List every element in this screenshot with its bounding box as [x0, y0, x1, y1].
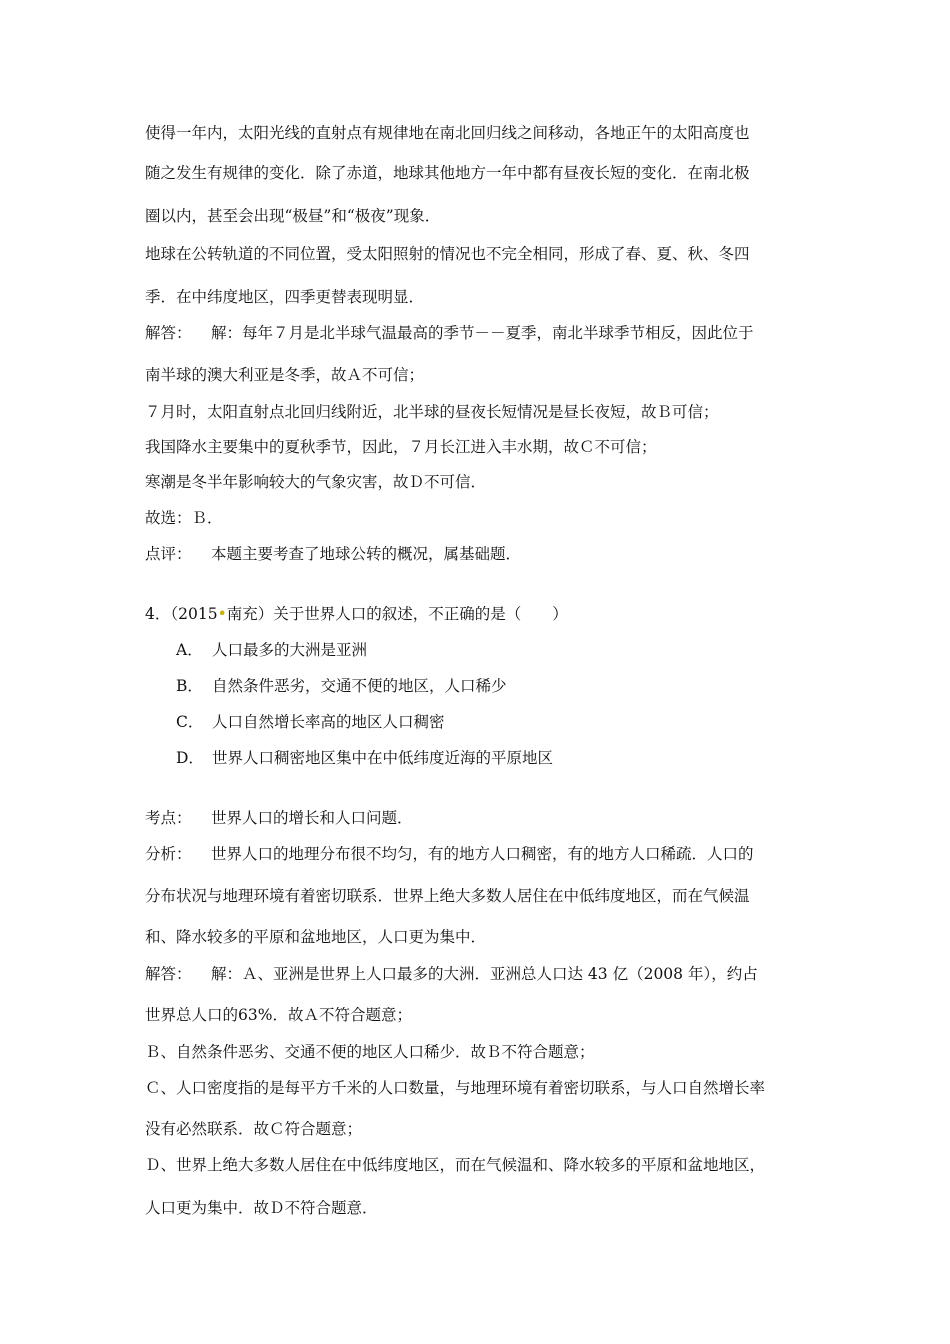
answer-line: ７月时，太阳直射点北回归线附近，北半球的昼夜长短情况是昼长夜短，故Ｂ可信；	[145, 403, 719, 421]
q4-answer-first-line	[145, 964, 758, 984]
option-letter: C．	[176, 713, 204, 731]
option-text: 自然条件恶劣，交通不便的地区，人口稀少	[212, 677, 507, 695]
answer-line: Ｃ、人口密度指的是每平方千米的人口数量，与地理环境有着密切联系，与人口自然增长率	[145, 1079, 766, 1097]
analysis-line: 季．在中纬度地区，四季更替表现明显．	[145, 288, 425, 306]
analysis-line: 地球在公转轨道的不同位置，受太阳照射的情况也不完全相同，形成了春、夏、秋、冬四	[145, 245, 750, 263]
answer-text: 解：每年７月是北半球气温最高的季节－－夏季，南北半球季节相反，因此位于	[211, 324, 754, 342]
answer-label: 解答：	[145, 324, 192, 342]
analysis-label: 分析：	[145, 845, 192, 863]
option-d	[176, 748, 553, 768]
option-text: 人口自然增长率高的地区人口稠密	[212, 713, 445, 731]
option-c	[176, 712, 445, 732]
answer-line: Ｂ、自然条件恶劣、交通不便的地区人口稀少．故Ｂ不符合题意；	[145, 1043, 595, 1061]
analysis-line: 和、降水较多的平原和盆地地区，人口更为集中．	[145, 928, 487, 946]
option-text: 世界人口稠密地区集中在中低纬度近海的平原地区	[212, 749, 554, 767]
answer-line: 我国降水主要集中的夏秋季节，因此，７月长江进入丰水期，故Ｃ不可信；	[145, 438, 657, 456]
point-text: 世界人口的增长和人口问题．	[211, 809, 413, 827]
option-letter: B．	[176, 677, 203, 695]
analysis-line: 圈以内，甚至会出现“极昼”和“极夜”现象．	[145, 207, 441, 225]
answer-line: Ｄ、世界上绝大多数人居住在中低纬度地区，而在气候温和、降水较多的平原和盆地地区，	[145, 1156, 766, 1174]
analysis-line: 使得一年内，太阳光线的直射点有规律地在南北回归线之间移动，各地正午的太阳高度也	[145, 124, 750, 142]
answer-line: 寒潮是冬半年影响较大的气象灾害，故Ｄ不可信．	[145, 473, 487, 491]
answer-label: 解答：	[145, 965, 192, 983]
option-text: 人口最多的大洲是亚洲	[212, 641, 368, 659]
option-letter: D．	[176, 749, 204, 767]
analysis-line: 分布状况与地理环境有着密切联系．世界上绝大多数人居住在中低纬度地区，而在气候温	[145, 887, 750, 905]
option-b	[176, 676, 507, 696]
review-label: 点评：	[145, 545, 192, 563]
option-letter: A．	[176, 641, 203, 659]
q4-analysis-first-line	[145, 844, 754, 864]
review-line	[145, 544, 521, 564]
answer-text: 解：Ａ、亚洲是世界上人口最多的大洲．亚洲总人口达 43 亿（2008 年），约占	[211, 965, 758, 983]
review-text: 本题主要考查了地球公转的概况，属基础题．	[211, 545, 522, 563]
stem-number: 4．（2015	[145, 605, 218, 623]
answer-line: 没有必然联系．故Ｃ符合题意；	[145, 1120, 363, 1138]
analysis-text: 世界人口的地理分布很不均匀，有的地方人口稠密，有的地方人口稀疏．人口的	[211, 845, 754, 863]
stem-text: 南充）关于世界人口的叙述，不正确的是（ ）	[226, 605, 568, 623]
point-line	[145, 808, 413, 828]
answer-line: 世界总人口的63%．故Ａ不符合题意；	[145, 1006, 412, 1024]
stem-dot: •	[217, 605, 227, 623]
q4-stem	[145, 604, 568, 624]
choice-line: 故选：Ｂ．	[145, 509, 223, 527]
option-a	[176, 640, 367, 660]
point-label: 考点：	[145, 809, 192, 827]
analysis-line: 随之发生有规律的变化．除了赤道，地球其他地方一年中都有昼夜长短的变化．在南北极	[145, 164, 750, 182]
answer-line: 南半球的澳大利亚是冬季，故Ａ不可信；	[145, 366, 425, 384]
q3-answer-first-line	[145, 323, 754, 343]
answer-line: 人口更为集中．故Ｄ不符合题意．	[145, 1199, 378, 1217]
